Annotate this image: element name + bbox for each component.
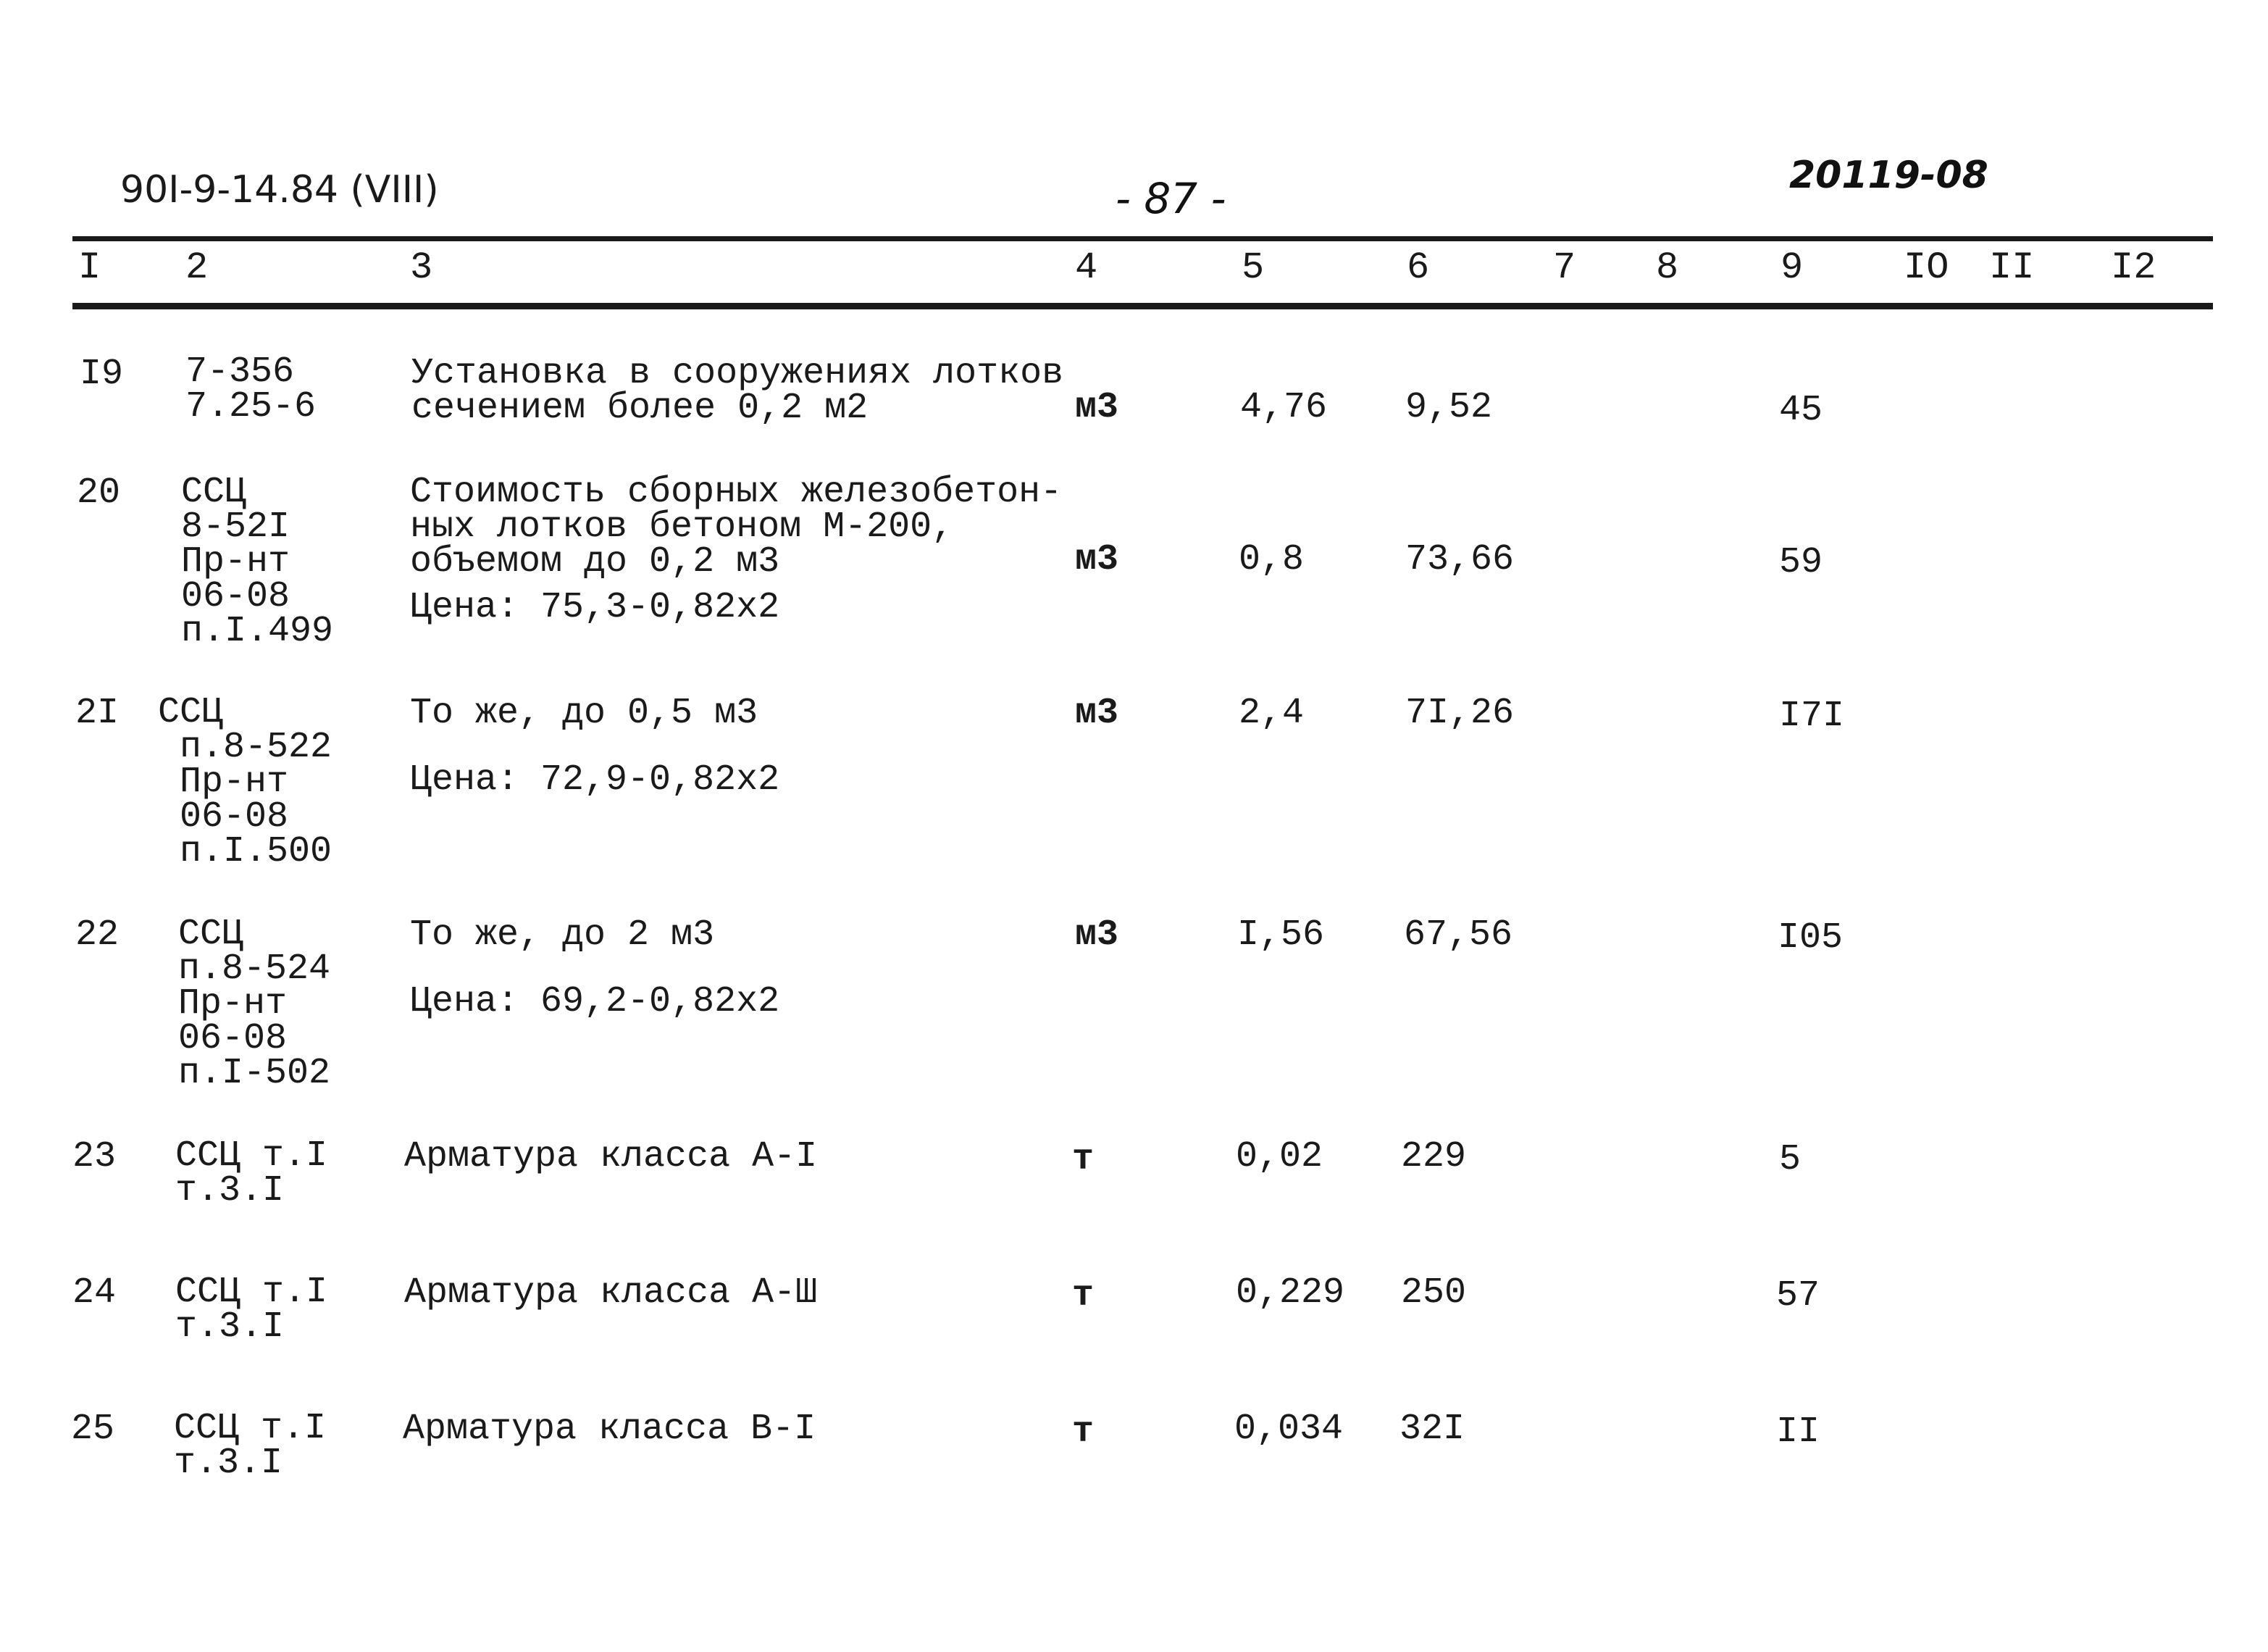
norm-code-line: п.I.500 [180, 831, 332, 872]
price-note: Цена: 69,2-0,82х2 [410, 981, 780, 1022]
row-number: 22 [75, 914, 120, 956]
norm-code-line: п.I.499 [181, 611, 334, 652]
column-header-12: I2 [2111, 246, 2156, 289]
norm-code [178, 914, 331, 1094]
norm-code-line: Пр-нт [180, 762, 289, 803]
column-header-11: II [1989, 246, 2035, 289]
quantity: 0,229 [1236, 1272, 1345, 1314]
page-number: - 87 - [1116, 174, 1226, 223]
work-description: Арматура класса А-I [404, 1136, 818, 1177]
norm-code-line: ССЦ т.I [175, 1272, 328, 1313]
work-description: То же, до 0,5 м3 [410, 693, 758, 734]
column-header-4: 4 [1075, 246, 1098, 289]
norm-code-line: 06-08 [180, 796, 289, 838]
norm-code-line: т.3.I [175, 1306, 285, 1348]
work-description: То же, до 2 м3 [410, 914, 715, 956]
column-header-8: 8 [1656, 246, 1679, 289]
price-note: Цена: 75,3-0,82х2 [410, 587, 780, 628]
norm-code [181, 472, 334, 652]
work-description [411, 353, 1064, 429]
norm-code-line: ССЦ [158, 692, 224, 733]
row-number: 25 [71, 1409, 115, 1450]
total-cost: II [1776, 1411, 1820, 1453]
unit-price: 7I,26 [1405, 693, 1515, 734]
quantity: I,56 [1237, 914, 1325, 956]
norm-code [175, 1135, 328, 1211]
column-header-6: 6 [1407, 246, 1430, 289]
norm-code [158, 692, 332, 872]
work-description [410, 472, 1063, 583]
description-line: Установка в сооружениях лотков [411, 353, 1064, 394]
unit-price: 67,56 [1404, 914, 1513, 956]
norm-code-line: п.I-502 [178, 1053, 331, 1094]
quantity: 2,4 [1239, 693, 1305, 734]
table-top-rule [72, 236, 2213, 241]
unit-price: 250 [1401, 1272, 1467, 1314]
work-description: Арматура класса А-Ш [404, 1272, 818, 1314]
total-cost: 59 [1779, 542, 1823, 583]
unit-price: 73,66 [1405, 539, 1515, 580]
norm-code-line: 06-08 [178, 1018, 288, 1059]
total-cost: I7I [1779, 696, 1845, 737]
table-header-rule [72, 303, 2213, 309]
norm-code-line: ССЦ [178, 914, 244, 955]
norm-code-line: п.8-524 [178, 948, 331, 990]
row-number: 20 [77, 472, 121, 514]
column-header-10: IO [1904, 246, 1949, 289]
work-description: Арматура класса В-I [403, 1409, 816, 1450]
reference-number: 20119-08 [1789, 154, 1988, 197]
total-cost: 57 [1776, 1275, 1820, 1317]
row-number: 23 [72, 1136, 117, 1177]
norm-code-line: Пр-нт [181, 541, 290, 583]
unit-price: 32I [1399, 1409, 1465, 1450]
unit-price: 229 [1401, 1136, 1467, 1177]
norm-code-line: 7.25-6 [185, 386, 317, 427]
norm-code-line: п.8-522 [180, 727, 332, 768]
description-line: объемом до 0,2 м3 [410, 541, 780, 583]
norm-code [175, 1272, 328, 1348]
norm-code-line: 8-52I [181, 506, 290, 548]
price-note: Цена: 72,9-0,82х2 [410, 759, 780, 801]
document-code: 90I-9-14.84 (VIII) [120, 168, 439, 212]
column-header-9: 9 [1780, 246, 1804, 289]
column-header-5: 5 [1242, 246, 1265, 289]
norm-code-line: 06-08 [181, 576, 290, 617]
norm-code-line: 7-356 [185, 351, 295, 393]
column-header-3: 3 [410, 246, 433, 289]
norm-code-line: Пр-нт [178, 983, 288, 1025]
description-line: Стоимость сборных железобетон- [410, 472, 1063, 513]
quantity: 4,76 [1240, 387, 1328, 428]
unit-of-measure: м3 [1075, 914, 1119, 956]
description-line: сечением более 0,2 м2 [411, 388, 869, 429]
norm-code-line: т.3.I [175, 1170, 285, 1211]
total-cost: I05 [1778, 917, 1844, 959]
column-header-7: 7 [1553, 246, 1576, 289]
unit-of-measure: т [1072, 1411, 1095, 1453]
unit-of-measure: т [1072, 1139, 1095, 1180]
quantity: 0,8 [1239, 539, 1305, 580]
unit-of-measure: м3 [1075, 693, 1119, 734]
row-number: I9 [80, 354, 124, 395]
column-header-1: I [78, 246, 101, 289]
description-line: ных лотков бетоном М-200, [410, 506, 954, 548]
quantity: 0,034 [1234, 1409, 1344, 1450]
row-number: 2I [75, 693, 120, 734]
total-cost: 5 [1779, 1139, 1802, 1180]
quantity: 0,02 [1236, 1136, 1323, 1177]
norm-code [185, 351, 317, 427]
unit-of-measure: м3 [1075, 387, 1119, 428]
unit-of-measure: м3 [1075, 539, 1119, 580]
norm-code-line: ССЦ [181, 472, 247, 513]
unit-price: 9,52 [1405, 387, 1493, 428]
norm-code-line: ССЦ т.I [175, 1135, 328, 1177]
norm-code [174, 1408, 327, 1484]
unit-of-measure: т [1072, 1275, 1095, 1317]
norm-code-line: т.3.I [174, 1443, 283, 1484]
row-number: 24 [72, 1272, 117, 1314]
norm-code-line: ССЦ т.I [174, 1408, 327, 1449]
column-header-2: 2 [185, 246, 209, 289]
total-cost: 45 [1779, 390, 1823, 431]
